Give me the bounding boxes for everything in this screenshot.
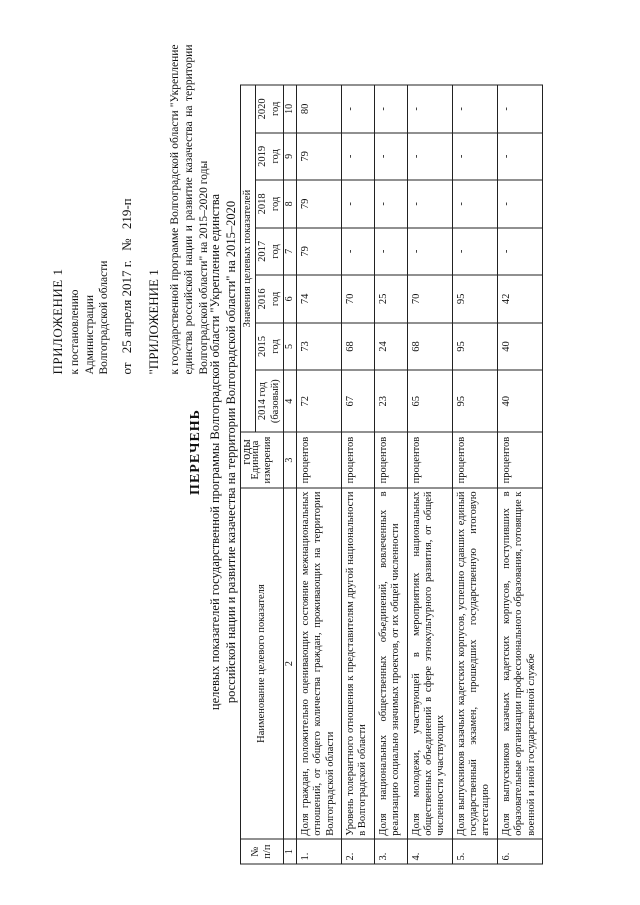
indicator-name: Доля национальных общественных объединений, вовлеченных в реализацию социально значимых проектов, от их общей численности (374, 488, 407, 839)
value-cell: 40 (497, 370, 542, 432)
indicator-unit: процентов (407, 432, 452, 488)
table-row (497, 85, 542, 864)
column-index: 1 (284, 839, 297, 864)
date-prefix: от (119, 362, 135, 375)
column-index: 2 (284, 488, 297, 839)
value-cell: 70 (407, 275, 452, 323)
appendix-title: ПРИЛОЖЕНИЕ 1 (50, 268, 65, 375)
resolution-date-line (119, 45, 135, 375)
value-cell: - (342, 133, 375, 181)
value-cell: - (374, 85, 407, 133)
column-index: 3 (284, 432, 297, 488)
value-cell: - (452, 228, 497, 276)
row-number: 5. (452, 839, 497, 864)
value-cell: - (342, 85, 375, 133)
value-cell: - (497, 228, 542, 276)
indicator-unit: процентов (296, 432, 341, 488)
indicators-table (240, 85, 543, 865)
value-cell: - (342, 228, 375, 276)
value-cell: - (497, 85, 542, 133)
value-cell: 40 (497, 323, 542, 371)
document-subtitle: целевых показателей государственной программы Волгоградской области "Укрепление единства российской нации и развитие казачества на территории Волгоградской области" на 2015–2020 годы (208, 193, 254, 711)
program-note: к государственной программе Волгоградской области "Укрепление единства российской нации и развитие казачества на территории Волгоградской области" на 2015–2020 годы (168, 44, 210, 375)
row-number: 2. (342, 839, 375, 864)
value-cell: 72 (296, 370, 341, 432)
resolution-line-3: Волгоградской области (98, 260, 110, 375)
column-index: 9 (284, 133, 297, 181)
value-cell: - (374, 180, 407, 228)
indicator-unit: процентов (452, 432, 497, 488)
indicator-unit: процентов (497, 432, 542, 488)
column-index: 10 (284, 85, 297, 133)
value-cell: 79 (296, 180, 341, 228)
column-index: 8 (284, 180, 297, 228)
value-cell: 80 (296, 85, 341, 133)
row-number: 1. (296, 839, 341, 864)
value-cell: 79 (296, 133, 341, 181)
value-cell: - (407, 228, 452, 276)
column-index-row (284, 85, 297, 864)
indicator-name: Доля выпускников казачьих кадетских корпусов, поступивших в образовательные организации профессионального образования, готовящие к военной и иной государственной службе (497, 488, 542, 839)
table-row (342, 85, 375, 864)
date-value: 25 апреля 2017 г. (119, 260, 135, 354)
number-prefix: № (119, 238, 135, 251)
table-row (407, 85, 452, 864)
appendix-header (50, 45, 211, 375)
value-cell: 95 (452, 370, 497, 432)
resolution-line-1: к постановлению (69, 289, 82, 375)
value-cell: 95 (452, 275, 497, 323)
indicator-name: Доля выпускников казачьих кадетских корпусов, успешно сдавших единый государственный экзамен, прошедших государственную итоговую аттестацию (452, 488, 497, 839)
header-year: 2018 год (256, 180, 284, 228)
indicator-name: Уровень толерантного отношения к представителям другой национальности в Волгоградской области (342, 488, 375, 839)
header-year: 2015 год (256, 323, 284, 371)
header-year: 2019 год (256, 133, 284, 181)
indicator-name: Доля молодежи, участвующей в мероприятиях национальных общественных объединений в сфере этнокультурного развития, от общей численности участвующих (407, 488, 452, 839)
value-cell: - (407, 180, 452, 228)
column-index: 7 (284, 228, 297, 276)
value-cell: 25 (374, 275, 407, 323)
value-cell: 79 (296, 228, 341, 276)
value-cell: 23 (374, 370, 407, 432)
value-cell: 95 (452, 323, 497, 371)
indicator-unit: процентов (374, 432, 407, 488)
column-index: 6 (284, 275, 297, 323)
resolution-line-2: Администрации (83, 295, 96, 375)
indicator-unit: процентов (342, 432, 375, 488)
value-cell: 42 (497, 275, 542, 323)
value-cell: - (374, 133, 407, 181)
header-num: № п/п (241, 839, 284, 864)
appendix-quote: "ПРИЛОЖЕНИЕ 1 (145, 269, 161, 375)
document-title: ПЕРЕЧЕНЬ (188, 409, 203, 495)
header-year: 2020 год (256, 85, 284, 133)
indicator-name: Доля граждан, положительно оценивающих состояние межнациональных отношений, от общего количества граждан, проживающих на территории Волгоградской области (296, 488, 341, 839)
header-name: Наименование целевого показателя (241, 488, 284, 839)
table-row (452, 85, 497, 864)
row-number: 4. (407, 839, 452, 864)
header-year: 2016 год (256, 275, 284, 323)
header-base-year: 2014 год (базовый) (256, 370, 284, 432)
value-cell: - (452, 133, 497, 181)
value-cell: 67 (342, 370, 375, 432)
column-index: 5 (284, 323, 297, 371)
value-cell: 68 (407, 323, 452, 371)
value-cell: 74 (296, 275, 341, 323)
number-value: 219-п (119, 198, 135, 230)
value-cell: 24 (374, 323, 407, 371)
value-cell: - (452, 85, 497, 133)
value-cell: 73 (296, 323, 341, 371)
value-cell: - (407, 133, 452, 181)
row-number: 3. (374, 839, 407, 864)
value-cell: - (497, 133, 542, 181)
table-row (374, 85, 407, 864)
value-cell: - (342, 180, 375, 228)
value-cell: 70 (342, 275, 375, 323)
value-cell: 65 (407, 370, 452, 432)
value-cell: 68 (342, 323, 375, 371)
value-cell: - (497, 180, 542, 228)
column-index: 4 (284, 370, 297, 432)
table-row (296, 85, 341, 864)
header-unit: Единица измерения (241, 432, 284, 488)
header-values-group: Значения целевых показателей (241, 85, 256, 432)
value-cell: - (452, 180, 497, 228)
row-number: 6. (497, 839, 542, 864)
value-cell: - (407, 85, 452, 133)
value-cell: - (374, 228, 407, 276)
header-year: 2017 год (256, 228, 284, 276)
